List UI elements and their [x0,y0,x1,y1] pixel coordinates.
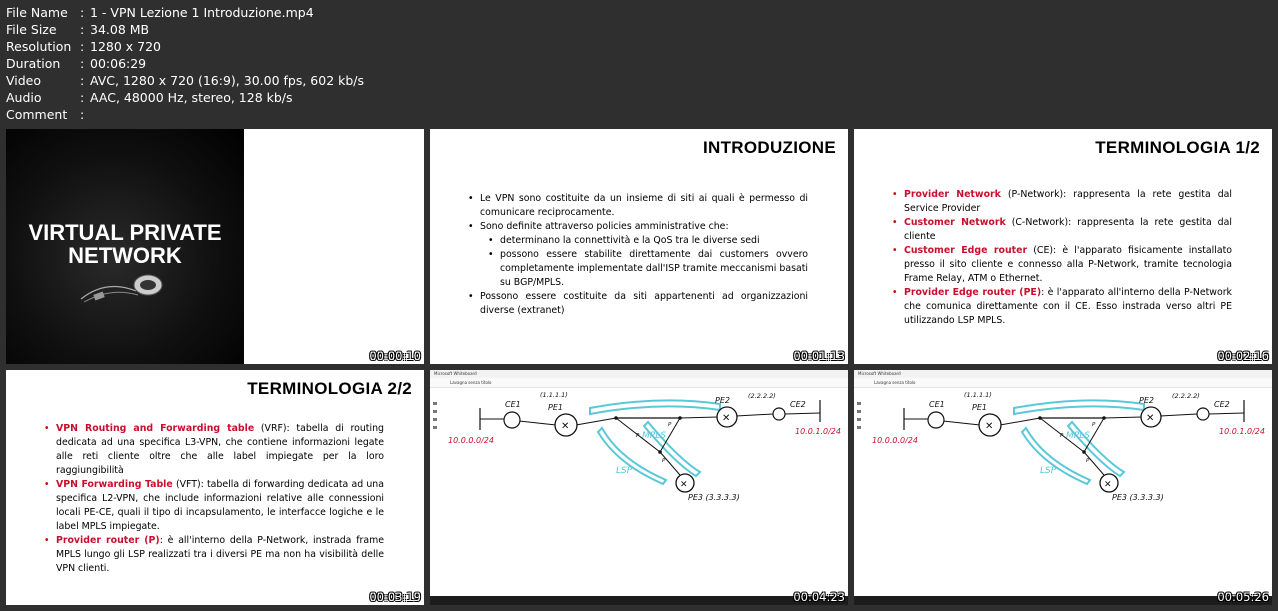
meta-key: Video [6,73,42,88]
tool-icon [433,410,437,413]
pe2-label: PE2 [1139,396,1154,405]
ce1-node [928,412,944,428]
p-router [1038,416,1042,420]
meta-value: AAC, 48000 Hz, stereo, 128 kb/s [90,90,293,105]
board-name: Lavagna senza titolo [854,378,1272,388]
title-slide-text: VIRTUAL PRIVATE NETWORK [28,220,222,268]
board-name: Lavagna senza titolo [430,378,848,388]
meta-key: File Size [6,22,57,37]
p-label: P [662,458,666,464]
meta-value: AVC, 1280 x 720 (16:9), 30.00 fps, 602 kb/s [90,73,365,88]
meta-row: Video : AVC, 1280 x 720 (16:9), 30.00 fps, 602 kb/s [6,73,365,88]
meta-value: 1280 x 720 [90,39,162,54]
p-label: P [1060,433,1064,439]
lsp-tube [1014,400,1144,414]
window-title: Microsoft Whiteboard [430,370,848,378]
meta-value: 34.08 MB [90,22,150,37]
list-item: • Provider Network (P-Network): rappresenta la rete gestita dal Service Provider [892,188,1232,216]
lsp-label: LSP [1040,466,1057,476]
p-router [658,450,662,454]
thumbnail-title-slide[interactable] [6,129,424,364]
meta-key: Duration [6,56,61,71]
ce1-label: CE1 [929,400,945,409]
meta-key: Comment [6,107,68,122]
link [736,414,773,416]
list-item: • Possono essere costituite da siti appartenenti ad organizzazioni diverse (extranet) [468,290,808,318]
link [576,418,616,425]
pe2-address: (2.2.2.2) [1172,392,1200,400]
list-item: • Provider router (P): è all'interno della P-Network, instrada frame MPLS lungo gli LSP realizzati tra i diversi PE ma non ha visibilità delle VPN clienti. [44,534,384,576]
meta-key: Resolution [6,39,72,54]
list-item: • VPN Forwarding Table (VFT): tabella di forwarding dedicata ad una specifica L2-VPN, che include informazioni relative alle connessioni locali PE-CE, quali il tipo di incapsulamento, le interfacce logiche e le label MPLS impiegate. [44,478,384,534]
taskbar [430,596,848,605]
pe1-address: (1.1.1.1) [540,391,568,399]
p-router [678,416,682,420]
tool-icon [857,410,861,413]
ce2-label: CE2 [790,400,806,409]
pe2-label: PE2 [715,396,730,405]
list-item: • VPN Routing and Forwarding table (VRF): tabella di routing dedicata ad una specifica L3-VPN, che contiene informazioni legate alle reti cliente oltre che alle label impiegate per la loro raggiungibilità [44,422,384,478]
router-x-mark: ✕ [680,480,688,490]
list-item: • Customer Network (C-Network): rappresenta la rete gestita dal cliente [892,216,1232,244]
link [1104,417,1142,418]
slide-title: TERMINOLOGIA 1/2 [1095,138,1260,157]
meta-row: Comment : [6,107,85,122]
ce2-label: CE2 [1214,400,1230,409]
timestamp: 00:03:19 [369,590,421,604]
meta-key: Audio [6,90,42,105]
pe1-address: (1.1.1.1) [964,391,992,399]
meta-value: 1 - VPN Lezione 1 Introduzione.mp4 [90,5,314,20]
link [680,417,718,418]
thumbnail-introduzione[interactable] [430,129,848,364]
p-router [1102,416,1106,420]
timestamp: 00:01:13 [793,349,845,363]
ce2-node [1197,408,1209,420]
thumbnail-terminologia-1[interactable] [854,129,1272,364]
router-x-mark: ✕ [985,421,994,432]
mpls-label: MPLS [1066,431,1090,441]
left-network-label: 10.0.0.0/24 [448,436,494,445]
slide-title: TERMINOLOGIA 2/2 [247,379,412,398]
mpls-diagram [430,370,848,605]
router-x-mark: ✕ [1104,480,1112,490]
link [1000,418,1040,425]
bullet-list [44,422,384,576]
p-label: P [1092,422,1096,428]
pe1-label: PE1 [548,403,563,412]
lsp-tube [590,400,720,414]
link [785,413,820,414]
file-metadata [6,4,364,123]
lsp-label: LSP [616,466,633,476]
right-network-label: 10.0.1.0/24 [795,427,841,436]
list-item: • Sono definite attraverso policies amministrative che: [468,220,808,234]
p-label: P [636,433,640,439]
tool-icon [857,418,861,421]
right-network-label: 10.0.1.0/24 [1219,427,1265,436]
slide-title: INTRODUZIONE [703,138,836,157]
link [1160,414,1197,416]
left-network-label: 10.0.0.0/24 [872,436,918,445]
timestamp: 00:04:23 [793,590,845,604]
tool-icon [857,402,861,405]
thumbnail-whiteboard-2[interactable] [854,370,1272,605]
timestamp: 00:02:16 [1217,349,1269,363]
bullet-list [892,188,1232,328]
link [1209,413,1244,414]
thumbnail-terminologia-2[interactable] [6,370,424,605]
meta-row: File Name : 1 - VPN Lezione 1 Introduzione.mp4 [6,5,314,20]
meta-row: Resolution : 1280 x 720 [6,39,162,54]
list-item: • determinano la connettività e la QoS tra le diverse sedi [468,234,808,248]
p-label: P [1086,458,1090,464]
tool-icon [857,426,861,429]
list-item: • Le VPN sono costituite da un insieme di siti ai quali è permesso di comunicare reciprocamente. [468,192,808,220]
meta-value: 00:06:29 [90,56,147,71]
router-x-mark: ✕ [561,421,570,432]
link [943,421,980,425]
meta-row: File Size : 34.08 MB [6,22,150,37]
meta-row: Duration : 00:06:29 [6,56,147,71]
p-label: P [668,422,672,428]
network-cable-image [76,269,171,309]
p-router [614,416,618,420]
link [519,421,556,425]
list-item: • Customer Edge router (CE): è l'apparato fisicamente installato presso il sito cliente e connesso alla P-Network, tramite tecnologia Frame Relay, ATM o Ethernet. [892,244,1232,286]
meta-key: File Name [6,5,68,20]
tool-icon [433,402,437,405]
tool-icon [433,426,437,429]
bullet-list [468,192,808,318]
pe1-label: PE1 [972,403,987,412]
ce1-node [504,412,520,428]
thumbnail-whiteboard-1[interactable] [430,370,848,605]
pe3-label: PE3 (3.3.3.3) [1112,493,1164,502]
pe3-label: PE3 (3.3.3.3) [688,493,740,502]
taskbar [854,596,1272,605]
timestamp: 00:05:26 [1217,590,1269,604]
pe2-address: (2.2.2.2) [748,392,776,400]
window-title: Microsoft Whiteboard [854,370,1272,378]
list-item: • Provider Edge router (PE): è l'apparato all'interno della P-Network che comunica direttamente con il CE. Esso instrada verso altri PE utilizzando LSP MPLS. [892,286,1232,328]
list-item: • possono essere stabilite direttamente dai customers ovvero completamente implementate dall'ISP tramite meccanismi basati su BGP/MPLS. [468,248,808,290]
router-x-mark: ✕ [722,413,731,424]
ce2-node [773,408,785,420]
tool-icon [433,418,437,421]
p-router [1082,450,1086,454]
mpls-diagram [854,370,1272,605]
ce1-label: CE1 [505,400,521,409]
router-x-mark: ✕ [1146,413,1155,424]
meta-row: Audio : AAC, 48000 Hz, stereo, 128 kb/s [6,90,293,105]
timestamp: 00:00:10 [369,349,421,363]
mpls-label: MPLS [642,431,666,441]
